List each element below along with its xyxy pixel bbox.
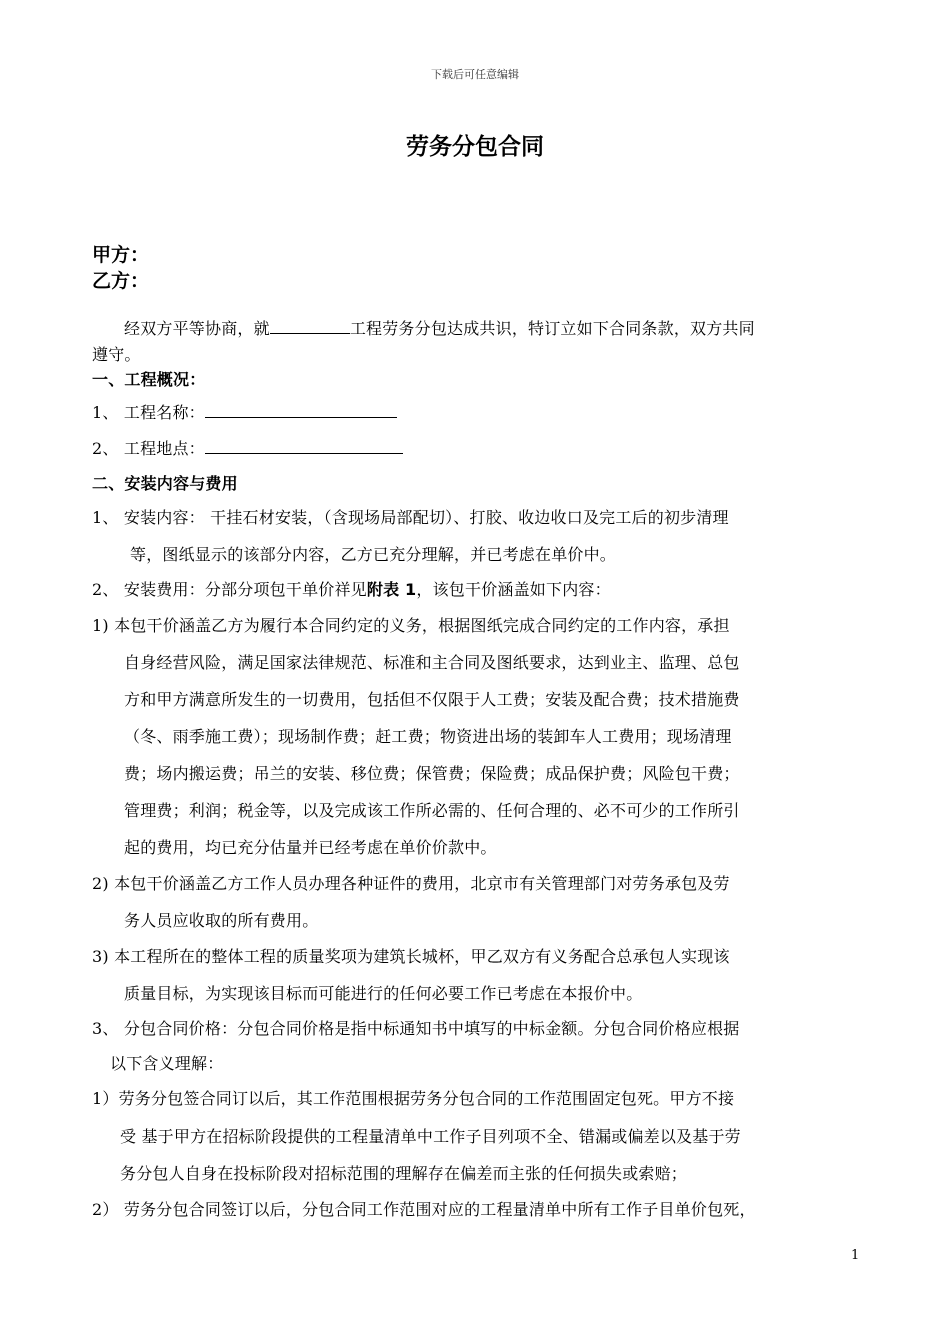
price-clause-1-line-1: 1）劳务分包签合同订以后，其工作范围根据劳务分包合同的工作范围固定包死。甲方不接 [92, 1089, 735, 1108]
clause-1-line-3: 方和甲方满意所发生的一切费用，包括但不仅限于人工费；安装及配合费；技术措施费 [124, 690, 740, 709]
clause-3-line-2: 质量目标，为实现该目标而可能进行的任何必要工作已考虑在本报价中。 [124, 984, 643, 1003]
project-name-label: 1、 工程名称： [92, 403, 205, 422]
price-clause-2-line-1: 2） 劳务分包合同签订以后，分包合同工作范围对应的工程量清单中所有工作子目单价包死， [92, 1200, 756, 1219]
install-content-line-1: 1、 安装内容： 干挂石材安装，（含现场局部配切）、打胶、收边收口及完工后的初步清理 [92, 508, 729, 527]
install-fee-pre: 2、 安装费用：分部分项包干单价祥见 [92, 580, 367, 599]
clause-2-line-1: 2) 本包干价涵盖乙方工作人员办理各种证件的费用，北京市有关管理部门对劳务承包及劳 [92, 874, 730, 893]
document-title: 劳务分包合同 [406, 134, 544, 160]
intro-post: 工程劳务分包达成共识，特订立如下合同条款，双方共同 [349, 319, 755, 338]
clause-1-line-6: 管理费；利润；税金等，以及完成该工作所必需的、任何合理的、必不可少的工作所引 [124, 801, 740, 820]
clause-3-line-1: 3) 本工程所在的整体工程的质量奖项为建筑长城杯，甲乙双方有义务配合总承包人实现该 [92, 947, 730, 966]
project-location-blank [205, 439, 403, 454]
clause-1-line-1: 1) 本包干价涵盖乙方为履行本合同约定的义务，根据图纸完成合同约定的工作内容，承担 [92, 616, 730, 635]
install-fee-line [92, 577, 611, 600]
contract-price-line-2: 以下含义理解： [110, 1054, 224, 1073]
clause-1-line-7: 起的费用，均已充分估量并已经考虑在单价价款中。 [124, 838, 497, 857]
intro-pre: 经双方平等协商，就 [124, 319, 270, 338]
project-location-row [92, 436, 403, 459]
clause-2-line-2: 务人员应收取的所有费用。 [124, 911, 319, 930]
project-name-blank [205, 403, 397, 418]
page-header-note: 下载后可任意编辑 [431, 68, 519, 81]
clause-1-line-2: 自身经营风险，满足国家法律规范、标准和主合同及图纸要求，达到业主、监理、总包 [124, 653, 740, 672]
price-clause-1-line-3: 务分包人自身在投标阶段对招标范围的理解存在偏差而主张的任何损失或索赔； [120, 1164, 688, 1183]
section2-heading: 二、安装内容与费用 [92, 474, 238, 493]
price-clause-1-line-2: 受 基于甲方在招标阶段提供的工程量清单中工作子目列项不全、错漏或偏差以及基于劳 [120, 1127, 741, 1146]
page-number: 1 [851, 1248, 860, 1263]
intro-line-2: 遵守。 [92, 345, 141, 364]
section1-heading: 一、工程概况： [92, 370, 206, 389]
install-fee-post: ，该包干价涵盖如下内容： [416, 580, 611, 599]
appendix-ref: 附表 1 [366, 580, 417, 599]
clause-1-line-4: （冬、雨季施工费）；现场制作费；赶工费；物资进出场的装卸车人工费用；现场清理 [124, 727, 732, 746]
install-content-line-2: 等，图纸显示的该部分内容，乙方已充分理解，并已考虑在单价中。 [130, 545, 617, 564]
project-name-row [92, 400, 397, 423]
clause-1-line-5: 费；场内搬运费；吊兰的安装、移位费；保管费；保险费；成品保护费；风险包干费； [124, 764, 740, 783]
intro-line-1 [124, 316, 755, 339]
party-a-label: 甲方： [92, 244, 150, 266]
project-location-label: 2、 工程地点： [92, 439, 205, 458]
contract-price-line-1: 3、 分包合同价格：分包合同价格是指中标通知书中填写的中标金额。分包合同价格应根据 [92, 1019, 740, 1038]
project-blank [270, 319, 350, 334]
party-b-label: 乙方： [92, 270, 150, 292]
